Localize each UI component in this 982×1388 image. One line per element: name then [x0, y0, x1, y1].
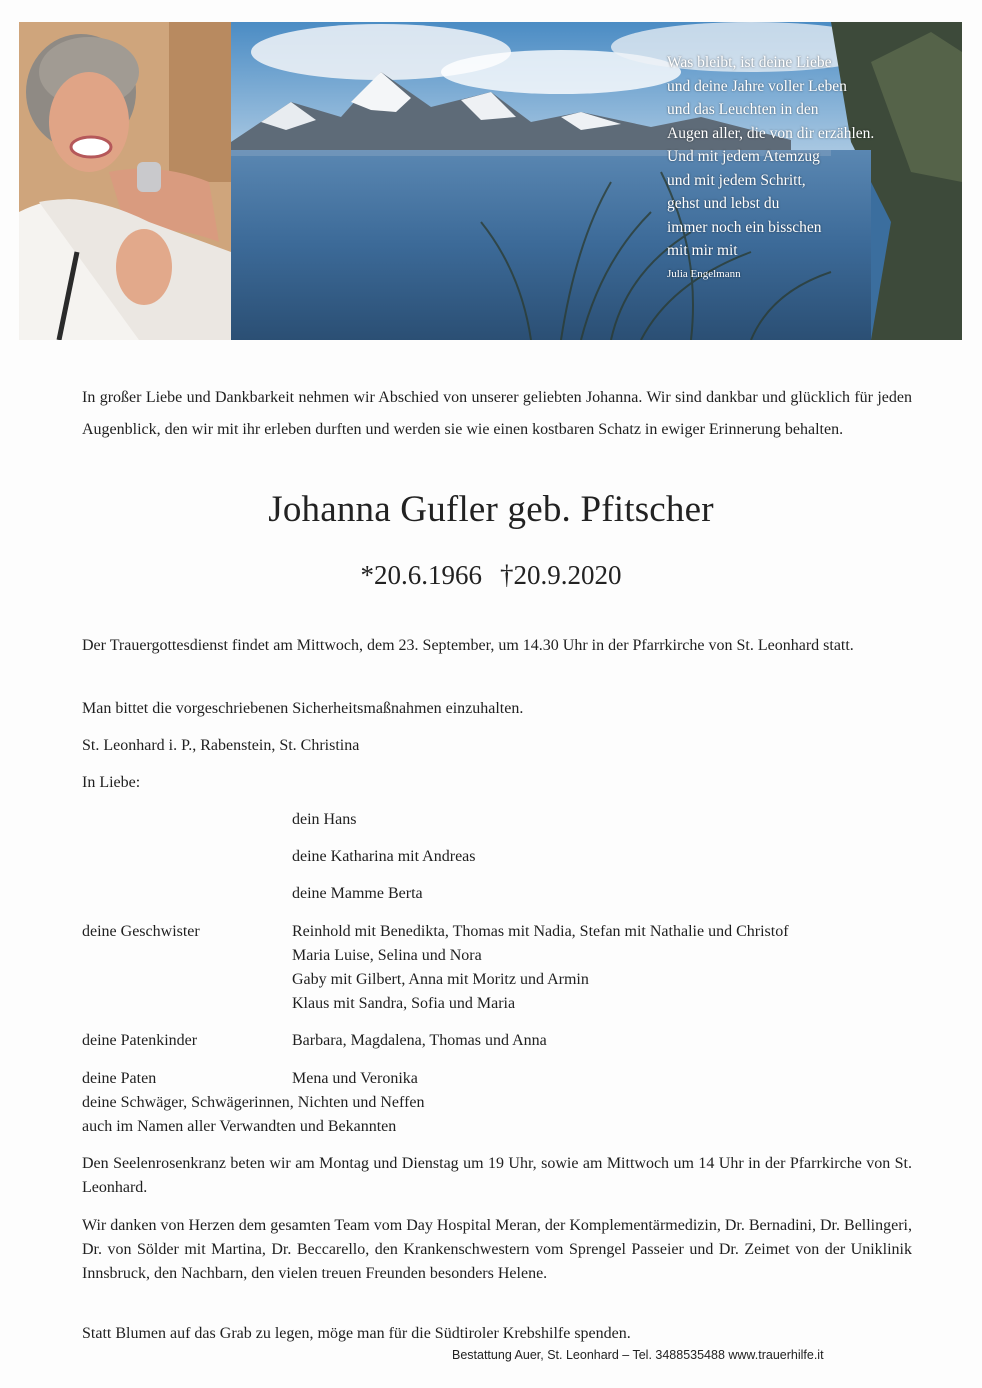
- service-paragraph: Der Trauergottesdienst findet am Mittwoch, dem 23. September, um 14.30 Uhr in der Pfarrkirche von St. Leonhard statt.: [82, 637, 854, 654]
- landscape-photo: [231, 22, 962, 340]
- death-date: †20.9.2020: [500, 560, 622, 590]
- relatives-line: auch im Namen aller Verwandten und Bekannten: [82, 1118, 397, 1135]
- thanks-paragraph: Wir danken von Herzen dem gesamten Team vom Day Hospital Meran, der Komplementärmedizin, Dr. Bernadini, Dr. Bellingeri, Dr. von Sölder mit Martina, Dr. Beccarello, den Krankenschwestern vom Sprengel Passeier und Dr. Zeimet von der Uniklinik Innsbruck, den Nachbarn, den vielen treuen Freunden besonders Helene.: [82, 1217, 912, 1282]
- portrait-photo: [19, 22, 231, 340]
- inlaws-line: deine Schwäger, Schwägerinnen, Nichten und Neffen: [82, 1094, 425, 1111]
- places-line: St. Leonhard i. P., Rabenstein, St. Christina: [82, 737, 360, 754]
- poem-line: und das Leuchten in den: [667, 101, 819, 118]
- life-dates: [0, 560, 982, 591]
- poem-line: Augen aller, die von dir erzählen.: [667, 124, 875, 142]
- birth-date: *20.6.1966: [360, 560, 482, 590]
- siblings-line: Gaby mit Gilbert, Anna mit Moritz und Armin: [292, 971, 589, 988]
- poem-line: immer noch ein bisschen: [667, 218, 822, 236]
- mourner-hans: dein Hans: [292, 811, 357, 828]
- poem-line: und mit jedem Schritt,: [667, 171, 806, 189]
- siblings-line: Klaus mit Sandra, Sofia und Maria: [292, 995, 516, 1012]
- godparents-label: deine Paten: [82, 1070, 157, 1087]
- poem-line: mit mir mit: [667, 242, 738, 259]
- mourner-mamme: deine Mamme Berta: [292, 885, 423, 902]
- siblings-line: Maria Luise, Selina und Nora: [292, 947, 482, 964]
- in-love-label: In Liebe:: [82, 774, 141, 791]
- funeral-home-footer: Bestattung Auer, St. Leonhard – Tel. 3488535488 www.trauerhilfe.it: [452, 1348, 824, 1362]
- rosary-paragraph: Den Seelenrosenkranz beten wir am Montag und Dienstag um 19 Uhr, sowie am Mittwoch um 14 Uhr in der Pfarrkirche von St. Leonhard.: [82, 1155, 912, 1196]
- mourner-katharina: deine Katharina mit Andreas: [292, 848, 476, 865]
- poem-line: Und mit jedem Atemzug: [667, 148, 820, 165]
- godchildren-label: deine Patenkinder: [82, 1032, 198, 1049]
- siblings-line: Reinhold mit Benedikta, Thomas mit Nadia, Stefan mit Nathalie und Christof: [292, 923, 789, 940]
- poem: [667, 51, 947, 283]
- siblings-label: deine Geschwister: [82, 923, 200, 940]
- deceased-name: Johanna Gufler geb. Pfitscher: [268, 489, 714, 530]
- intro-paragraph: In großer Liebe und Dankbarkeit nehmen wir Abschied von unserer geliebten Johanna. Wir sind dankbar und glücklich für jeden Augenblick, den wir mit ihr erleben durften und werden sie wie einen kostbaren Schatz in ewiger Erinnerung behalten.: [82, 389, 912, 438]
- donation-paragraph: Statt Blumen auf das Grab zu legen, möge man für die Südtiroler Krebshilfe spenden.: [82, 1325, 631, 1342]
- safety-note: Man bittet die vorgeschriebenen Sicherheitsmaßnahmen einzuhalten.: [82, 700, 524, 717]
- poem-line: und deine Jahre voller Leben: [667, 77, 847, 95]
- poem-line: gehst und lebst du: [667, 195, 780, 212]
- godparents-names: Mena und Veronika: [292, 1070, 418, 1087]
- poem-line: Was bleibt, ist deine Liebe: [667, 54, 832, 71]
- godchildren-names: Barbara, Magdalena, Thomas und Anna: [292, 1032, 547, 1049]
- poem-author: Julia Engelmann: [667, 267, 741, 280]
